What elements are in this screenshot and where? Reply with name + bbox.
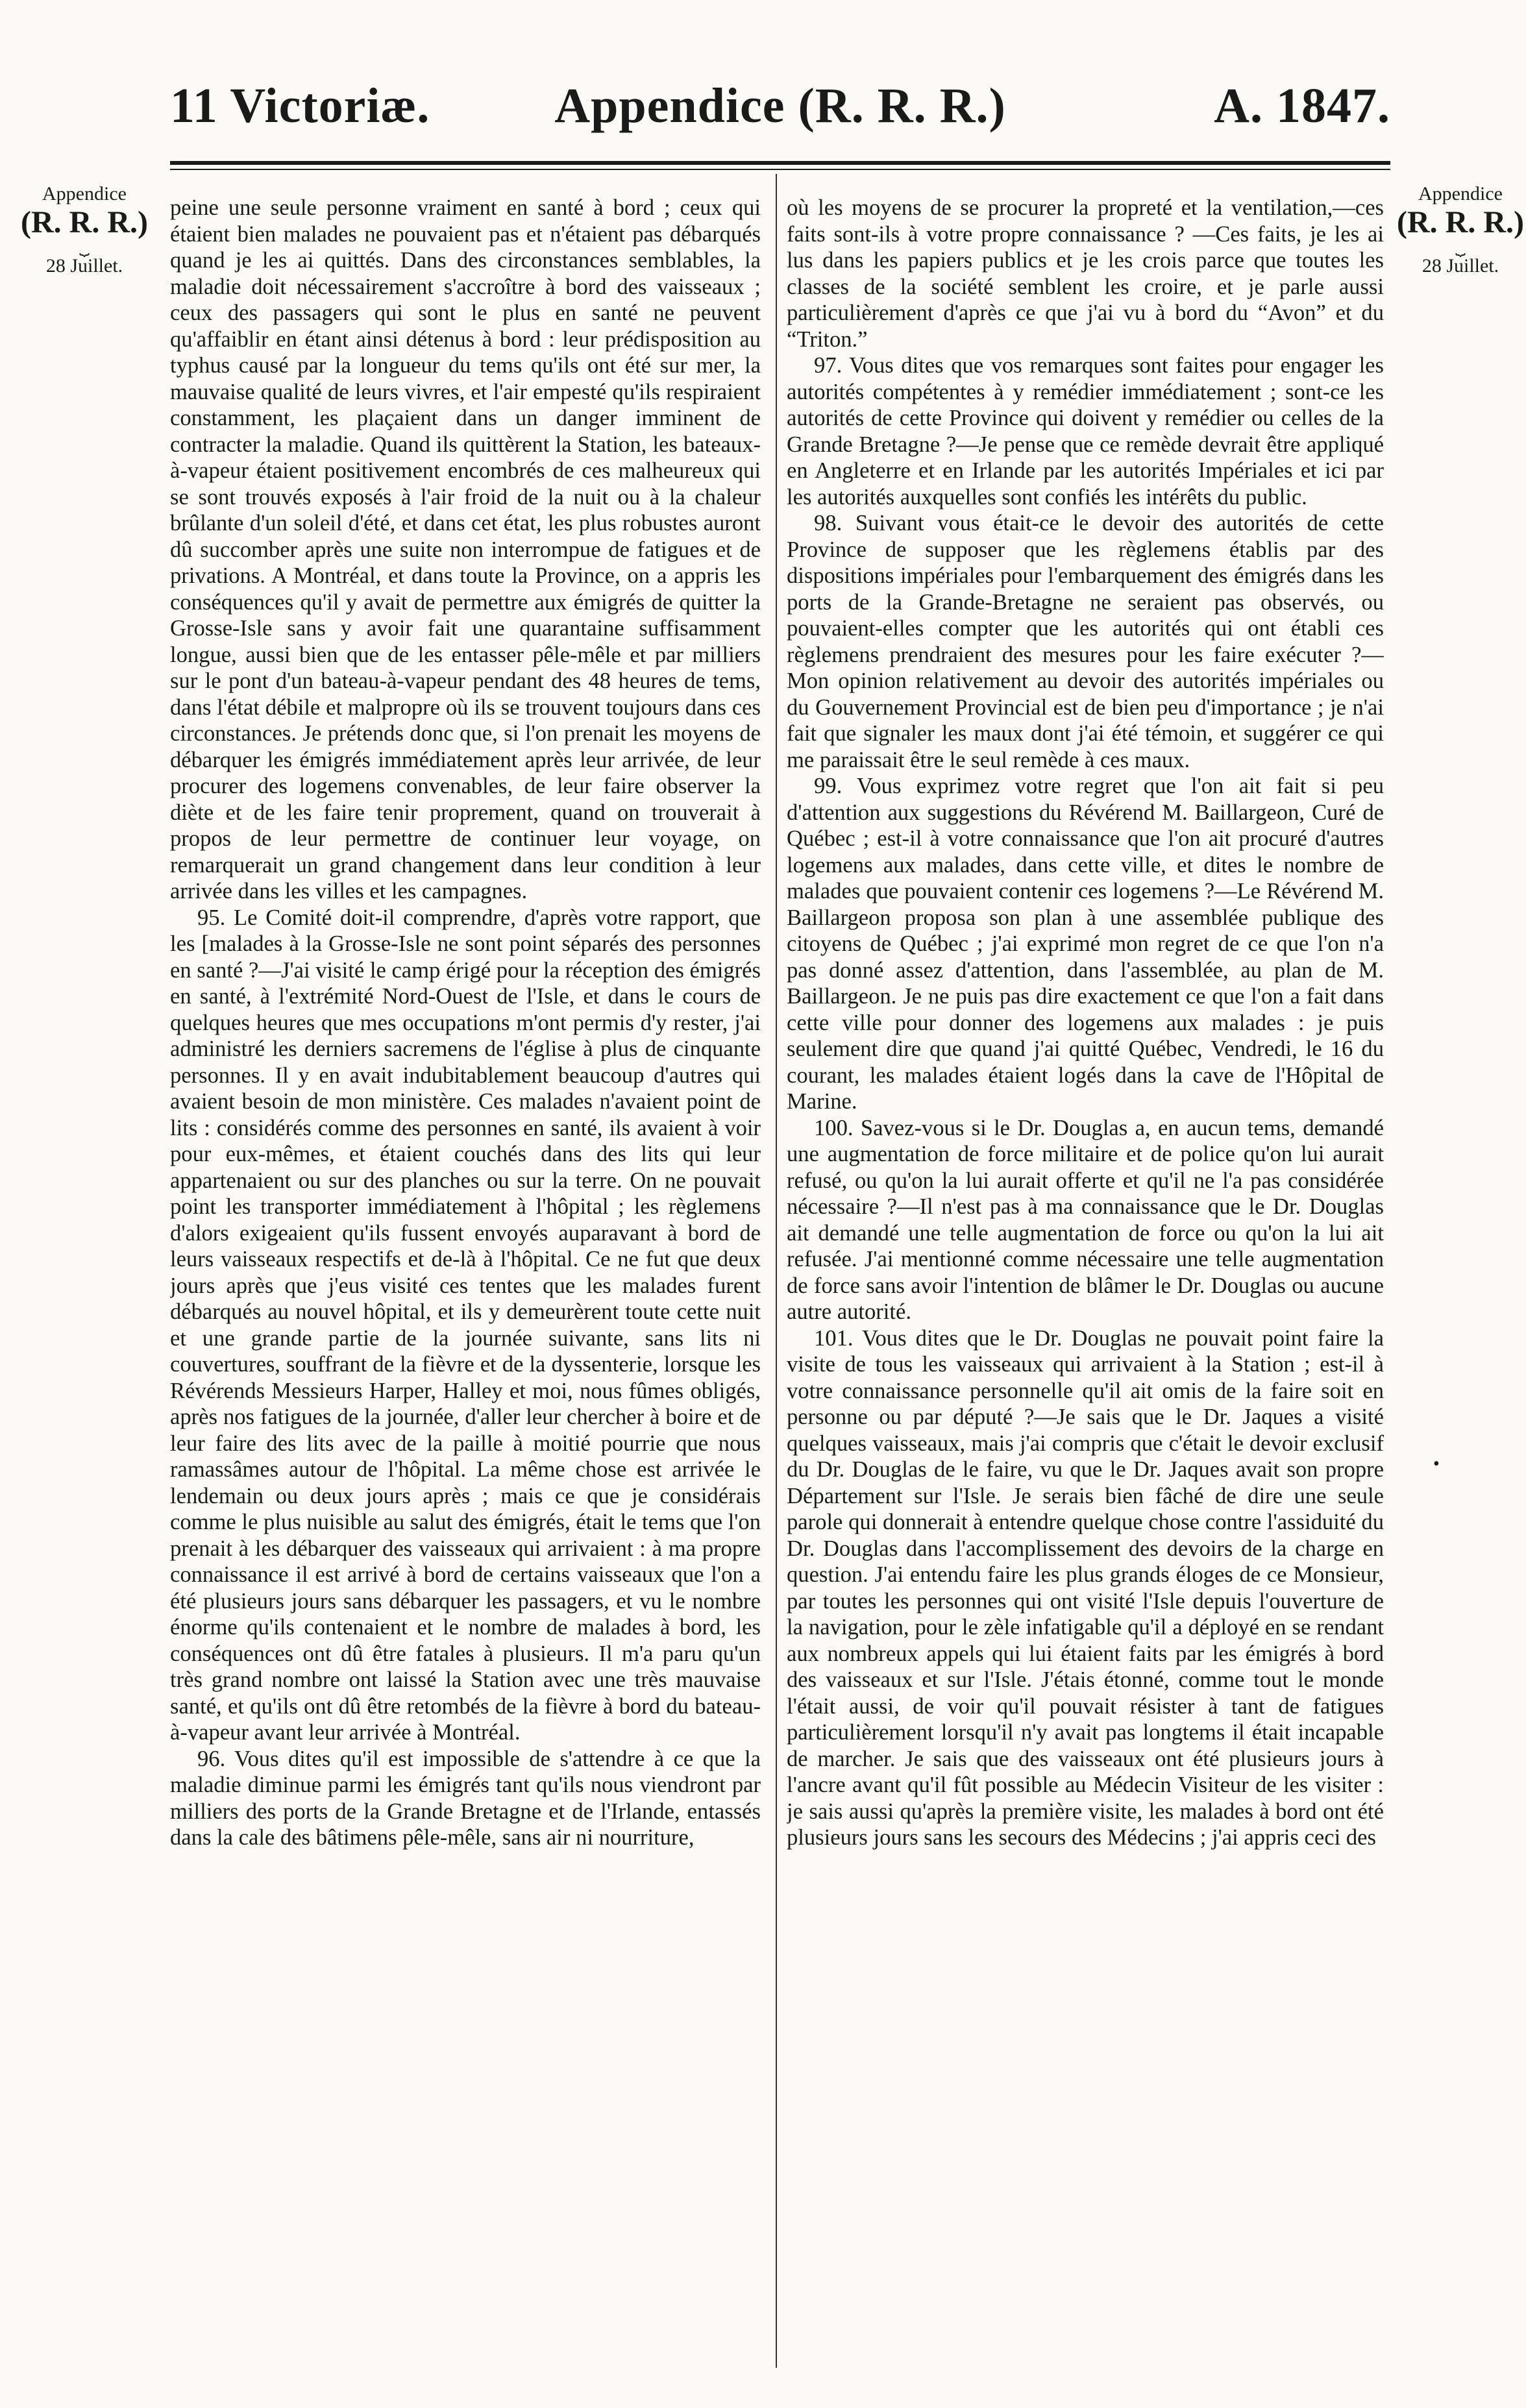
running-header [170, 78, 1390, 149]
header-center: Appendice (R. R. R.) [554, 79, 1006, 133]
paragraph-96: 96. Vous dites qu'il est impossible de s'attendre à ce que la maladie diminue parmi les émigrés tant qu'ils nous viendront par milliers des ports de la Grande Bretagne et de l'Irlande, entassés dans la cale des bâtimens pêle-mêle, sans air ni nourriture, [170, 1746, 761, 1850]
left-column [170, 195, 761, 2369]
paragraph-95: 95. Le Comité doit-il comprendre, d'après votre rapport, que les [malades à la Grosse-Isle ne sont point séparés des personnes en santé ?—J'ai visité le camp érigé pour la réception des émigrés en santé, à l'extrémité Nord-Ouest de l'Isle, et dans le cours de quelques heures que mes occupations m'ont permis d'y rester, j'ai administré les derniers sacremens de l'église à plus de cinquante personnes. Il y en avait indubitablement beaucoup d'autres qui avaient besoin de mon ministère. Ces malades n'avaient point de lits : considérés comme des personnes en santé, ils avaient à voir pour eux-mêmes, et étaient couchés dans des lits qui leur appartenaient ou sur des planches ou sur la terre. On ne pouvait point les transporter immédiatement à l'hôpital ; les règlemens d'alors exigeaient qu'ils fussent envoyés auparavant à bord de leurs vaisseaux respectifs et de-là à l'hôpital. Ce ne fut que deux jours après que j'eus visité ces tentes que les malades furent débarqués au nouvel hôpital, et ils y demeurèrent toute cette nuit et une grande partie de la journée suivante, sans lits ni couvertures, souffrant de la fièvre et de la dyssenterie, lorsque les Révérends Messieurs Harper, Halley et moi, nous fûmes obligés, après nos fatigues de la journée, d'aller leur chercher à boire et de leur faire des lits avec de la paille à moitié pourrie que nous ramassâmes autour de l'hôpital. La même chose est arrivée le lendemain ou deux jours après ; mais ce que je considérais comme le plus nuisible au salut des émigrés, était le tems que l'on prenait à les débarquer des vaisseaux qui arrivaient : à ma propre connaissance il est arrivé à bord de certains vaisseaux que l'on a été plusieurs jours sans débarquer les passagers, et vu le nombre énorme qu'ils contenaient et le nombre de malades à bord, les conséquences ont dû être fatales à plusieurs. Il m'a paru qu'un très grand nombre ont laissé la Station avec une très mauvaise santé, et qu'ils ont dû être retombés de la fièvre à bord du bateau-à-vapeur avant leur arrivée à Montréal. [170, 905, 761, 1745]
header-rule-thin [170, 169, 1390, 170]
right-column [787, 195, 1384, 2369]
margin-note-date: 28 Juillet. [45, 255, 123, 276]
right-margin-note [1396, 183, 1525, 279]
margin-note-title: Appendice [1418, 183, 1503, 204]
stray-mark: • [1433, 1454, 1440, 1474]
paragraph-97: 97. Vous dites que vos remarques sont faites pour engager les autorités compétentes à y remédier immédiatement ; sont-ce les autorités de cette Province qui doivent y remédier ou celles de la Grande Bretagne ?—Je pense que ce remède devrait être appliqué en Angleterre et en Irlande par les autorités Impériales et ici par les autorités auxquelles sont confiés les intérêts du public. [787, 353, 1384, 510]
margin-note-brace: ⏟ [79, 237, 90, 256]
paragraph-98: 98. Suivant vous était-ce le devoir des autorités de cette Province de supposer que les règlemens établis par des dispositions impériales pour l'embarquement des émigrés dans les ports de la Grande-Bretagne ne seraient pas observés, ou pouvaient-elles compter que les autorités qui ont établi ces règlemens prendraient des mesures pour les faire exécuter ?—Mon opinion relativement au devoir des autorités impériales ou du Gouvernement Provincial est de bien peu d'importance ; je n'ai fait que signaler les maux dont j'ai été témoin, et suggérer ce qui me paraissait être le seul remède à ces maux. [787, 511, 1384, 772]
header-left: 11 Victoriæ. [170, 79, 430, 133]
margin-note-brace: ⏟ [1455, 237, 1466, 256]
paragraph-99: 99. Vous exprimez votre regret que l'on ait fait si peu d'attention aux suggestions du Révérend M. Baillargeon, Curé de Québec ; est-il à votre connaissance que l'on ait procuré d'autres logemens aux malades, dans cette ville, et dites le nombre de malades que pouvaient contenir ces logemens ?—Le Révérend M. Baillargeon proposa son plan à une assemblée publique des citoyens de Québec ; j'ai exprimé mon regret de ce que l'on n'a pas donné assez d'attention, dans l'assemblée, au plan de M. Baillargeon. Je ne puis pas dire exactement ce que l'on a fait dans cette ville pour donner des logemens aux malades : je puis seulement dire que quand j'ai quitté Québec, Vendredi, le 16 du courant, les malades étaient logés dans la cave de l'Hôpital de Marine. [787, 774, 1384, 1114]
margin-note-date: 28 Juillet. [1421, 255, 1499, 276]
paragraph-101: 101. Vous dites que le Dr. Douglas ne pouvait point faire la visite de tous les vaisseaux qui arrivaient à la Station ; est-il à votre connaissance personnelle qu'il ait omis de la faire soit en personne ou par député ?—Je sais que le Dr. Jaques a visité quelques vaisseaux, mais j'ai compris que c'était le devoir exclusif du Dr. Douglas de le faire, vu que le Dr. Jaques avait son propre Département sur l'Isle. Je serais bien fâché de dire une seule parole qui donnerait à entendre quelque chose contre l'assiduité du Dr. Douglas dans l'accomplissement des devoirs de la charge en question. J'ai entendu faire les plus grands éloges de ce Monsieur, par toutes les personnes qui ont visité l'Isle depuis l'ouverture de la navigation, pour le zèle infatigable qu'il a déployé en se rendant aux nombreux appels qui lui étaient faits par les émigrés à bord des vaisseaux et sur l'Isle. J'étais étonné, comme tout le monde l'était aussi, de voir qu'il pouvait résister à tant de fatigues particulièrement lorsqu'il n'y avait pas longtems il était incapable de marcher. Je sais que des vaisseaux ont été plusieurs jours à l'ancre avant qu'il fût possible au Médecin Visiteur de les visiter : je sais aussi qu'après la première visite, les malades à bord ont été plusieurs jours sans les secours des Médecins ; j'ai appris ceci des [787, 1325, 1384, 1850]
margin-note-code: (R. R. R.) [21, 205, 148, 240]
left-margin-note [6, 183, 162, 279]
column-divider [776, 174, 777, 2368]
paragraph-continuation: peine une seule personne vraiment en santé à bord ; ceux qui étaient bien malades ne pouvaient pas et n'étaient pas débarqués quand je les ai quittés. Dans des circonstances semblables, la maladie doit nécessairement s'accroître à bord des vaisseaux ; ceux des passagers qui sont le plus en santé ne peuvent qu'affaiblir en étant ainsi détenus à bord : leur prédisposition au typhus causé par la longueur du tems qu'ils ont été sur mer, la mauvaise qualité de leurs vivres, et l'air empesté qu'ils respiraient constamment, les plaçaient dans un danger imminent de contracter la maladie. Quand ils quittèrent la Station, les bateaux-à-vapeur étaient positivement encombrés de ces malheureux qui se sont trouvés exposés à l'air froid de la nuit ou à la chaleur brûlante d'un soleil d'été, et dans cet état, les plus robustes auront dû succomber après une suite non interrompue de fatigues et de privations. A Montréal, et dans toute la Province, on a appris les conséquences qu'il y avait de permettre aux émigrés de quitter la Grosse-Isle sans y avoir fait une quarantaine suffisamment longue, aussi bien que de les entasser pêle-mêle et par milliers sur le pont d'un bateau-à-vapeur pendant des 48 heures de tems, dans l'état débile et malpropre où ils se trouvent toujours dans ces circonstances. Je prétends donc que, si l'on prenait les moyens de débarquer les émigrés immédiatement après leur arrivée, de leur procurer des logemens convenables, de leur faire observer la diète et de les faire tenir proprement, quand on trouverait à propos de leur permettre de continuer leur voyage, on remarquerait un grand changement dans leur condition à leur arrivée dans les villes et les campagnes. [170, 195, 761, 903]
margin-note-title: Appendice [42, 183, 127, 204]
header-right: A. 1847. [1214, 79, 1390, 133]
margin-note-code: (R. R. R.) [1397, 205, 1524, 240]
paragraph-100: 100. Savez-vous si le Dr. Douglas a, en aucun tems, demandé une augmentation de force militaire et de police qu'on lui aurait refusé, ou qu'on la lui aurait offerte et qu'il ne l'a pas considérée nécessaire ?—Il n'est pas à ma connaissance que le Dr. Douglas ait demandé une telle augmentation de force ou qu'on la lui ait refusée. J'ai mentionné comme nécessaire une telle augmentation de force sans avoir l'intention de blâmer le Dr. Douglas ou aucune autre autorité. [787, 1115, 1384, 1324]
paragraph-96-continuation: où les moyens de se procurer la propreté et la ventilation,—ces faits sont-ils à votre propre connaissance ? —Ces faits, je les ai lus dans les papiers publics et je les crois parce que toutes les classes de la société semblent les croire, et je parle aussi particulièrement d'après ce que j'ai vu à bord du “Avon” et du “Triton.” [787, 195, 1384, 352]
header-rule-thick [170, 161, 1390, 165]
